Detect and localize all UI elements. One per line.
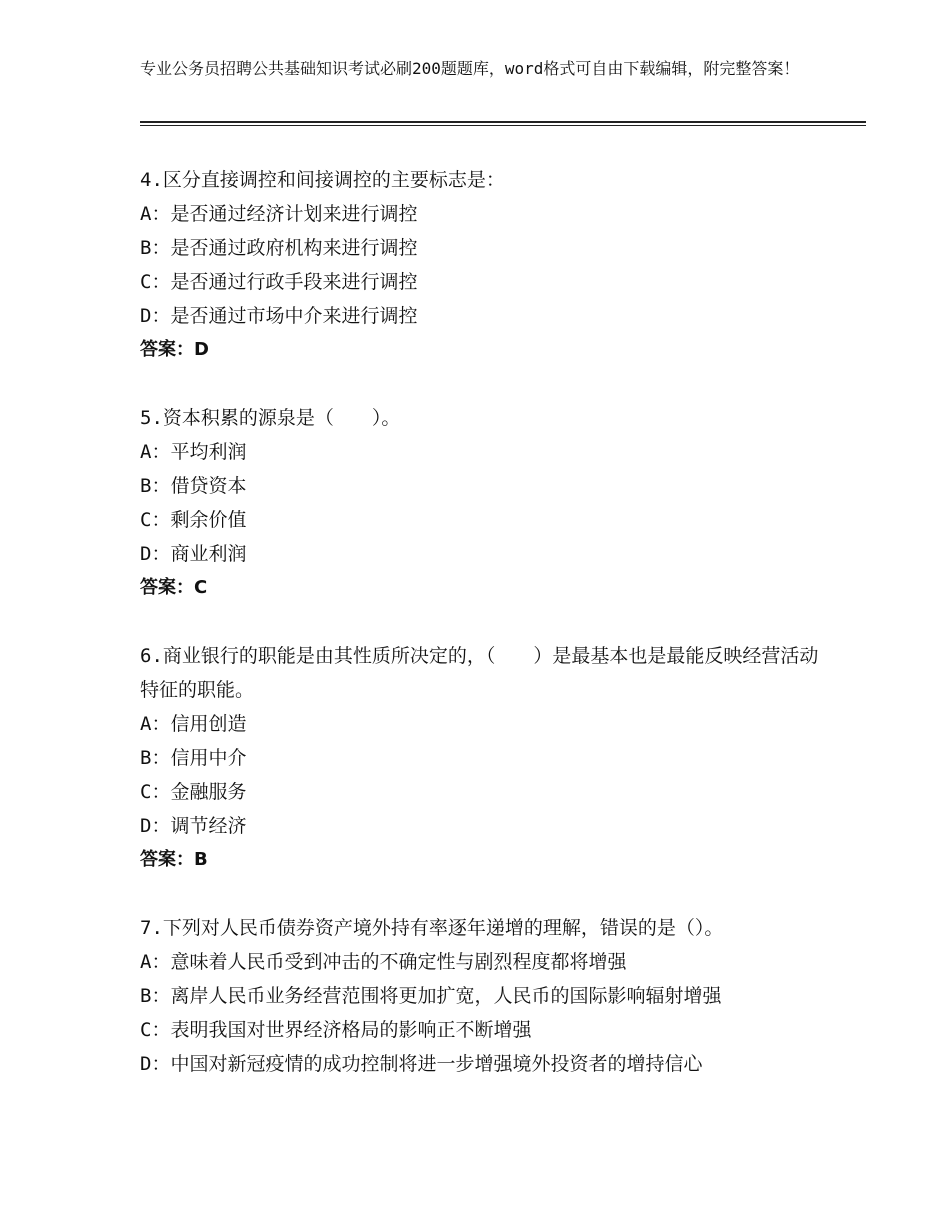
option-a: A：是否通过经济计划来进行调控 <box>140 203 418 225</box>
question-text: 7.下列对人民币债券资产境外持有率逐年递增的理解，错误的是（）。 <box>140 917 724 939</box>
option-c: C：是否通过行政手段来进行调控 <box>140 271 418 293</box>
answer-label: 答案：B <box>140 849 208 870</box>
document-header: 专业公务员招聘公共基础知识考试必刷200题题库，word格式可自由下载编辑，附完整答案！ <box>140 59 800 78</box>
option-b: B：离岸人民币业务经营范围将更加扩宽，人民币的国际影响辐射增强 <box>140 985 722 1007</box>
question-text: 5.资本积累的源泉是（ ）。 <box>140 407 401 429</box>
header-divider <box>140 121 866 123</box>
option-b: B：借贷资本 <box>140 475 247 497</box>
option-b: B：是否通过政府机构来进行调控 <box>140 237 418 259</box>
option-d: D：是否通过市场中介来进行调控 <box>140 305 418 327</box>
answer-label: 答案：D <box>140 339 209 360</box>
header-divider-thin <box>140 125 866 126</box>
option-c: C：表明我国对世界经济格局的影响正不断增强 <box>140 1019 532 1041</box>
option-a: A：意味着人民币受到冲击的不确定性与剧烈程度都将增强 <box>140 951 627 973</box>
question-list <box>140 163 820 1081</box>
question-5 <box>140 401 820 605</box>
option-d: D：调节经济 <box>140 815 247 837</box>
option-b: B：信用中介 <box>140 747 247 769</box>
question-4 <box>140 163 820 367</box>
option-a: A：平均利润 <box>140 441 247 463</box>
question-7 <box>140 911 820 1081</box>
option-d: D：中国对新冠疫情的成功控制将进一步增强境外投资者的增持信心 <box>140 1053 703 1075</box>
option-c: C：金融服务 <box>140 781 247 803</box>
question-6 <box>140 639 820 877</box>
answer-label: 答案：C <box>140 577 208 598</box>
option-d: D：商业利润 <box>140 543 247 565</box>
option-c: C：剩余价值 <box>140 509 247 531</box>
option-a: A：信用创造 <box>140 713 247 735</box>
question-text: 6.商业银行的职能是由其性质所决定的，（ ）是最基本也是最能反映经营活动特征的职能。 <box>140 645 819 701</box>
question-text: 4.区分直接调控和间接调控的主要标志是： <box>140 169 505 191</box>
